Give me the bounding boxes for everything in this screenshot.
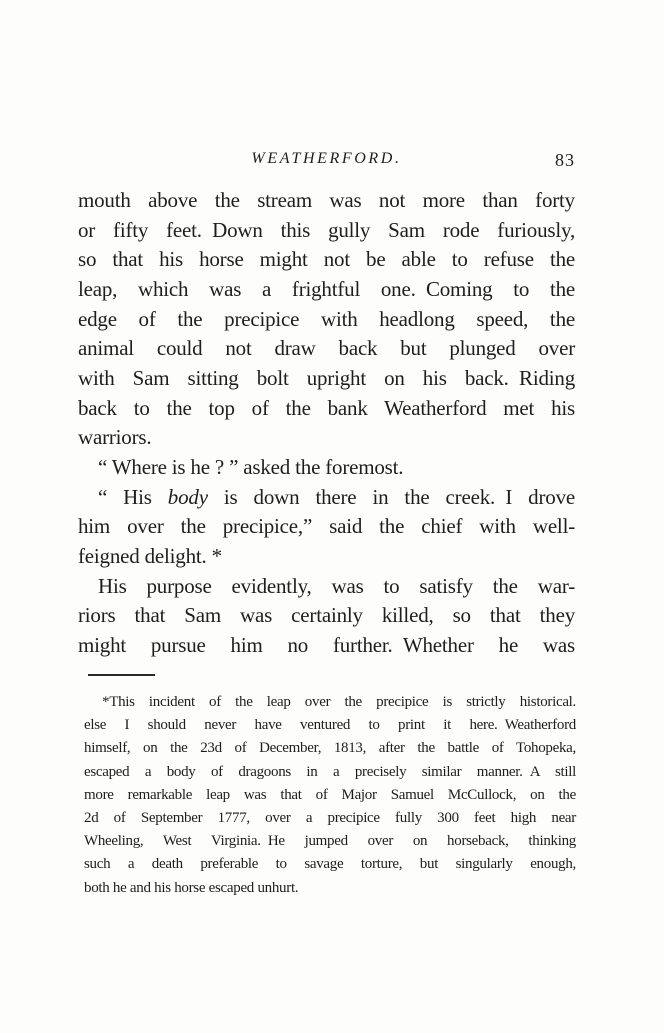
footnote	[84, 691, 576, 900]
running-head	[78, 150, 575, 174]
body-line: riors that Sam was certainly killed, so that they	[78, 603, 575, 628]
body-line: animal could not draw back but plunged over	[78, 336, 575, 361]
body-line: with Sam sitting bolt upright on his back. Riding	[78, 365, 575, 390]
body-line: him over the precipice,” said the chief with well-	[78, 514, 575, 539]
running-header-title: WEATHERFORD.	[251, 150, 402, 167]
footnote-line: 2d of September 1777, over a precipice fully 300 feet high near	[84, 809, 576, 826]
page-number: 83	[555, 150, 575, 170]
footnote-line: escaped a body of dragoons in a precisely similar manner. A still	[84, 763, 576, 780]
body-line-italic-word: body	[167, 484, 208, 509]
footnote-line: both he and his horse escaped unhurt.	[84, 879, 299, 896]
footnote-separator-rule	[88, 674, 155, 676]
footnote-line: else I should never have ventured to print it here. Weatherford	[84, 717, 576, 734]
body-line: so that his horse might not be able to refuse the	[78, 247, 575, 272]
body-line-segment: “ His	[98, 484, 168, 509]
body-line-segment: is down there in the creek. I drove	[207, 484, 575, 509]
body-line: mouth above the stream was not more than forty	[78, 188, 575, 212]
body-line	[78, 483, 575, 513]
body-line: leap, which was a frightful one. Coming to the	[78, 276, 575, 301]
footnote-line: more remarkable leap was that of Major Samuel McCullock, on the	[84, 786, 576, 803]
body-line: might pursue him no further. Whether he was	[78, 632, 575, 657]
body-line: His purpose evidently, was to satisfy the war-	[98, 573, 575, 598]
footnote-line: such a death preferable to savage torture, but singularly enough,	[84, 856, 576, 873]
footnote-line: Wheeling, West Virginia. He jumped over on horseback, thinking	[84, 833, 576, 850]
body-line: back to the top of the bank Weatherford met his	[78, 395, 575, 420]
body-line: “ Where is he ? ” asked the foremost.	[98, 454, 404, 479]
body-line: feigned delight. *	[78, 543, 222, 568]
body-line: edge of the precipice with headlong speed, the	[78, 306, 575, 331]
body-line: warriors.	[78, 425, 152, 450]
footnote-line: *This incident of the leap over the precipice is strictly historical.	[102, 694, 576, 710]
body-text	[78, 186, 575, 661]
body-line: or fifty feet. Down this gully Sam rode furiously,	[78, 217, 575, 242]
footnote-line: himself, on the 23d of December, 1813, after the battle of Tohopeka,	[84, 740, 576, 757]
